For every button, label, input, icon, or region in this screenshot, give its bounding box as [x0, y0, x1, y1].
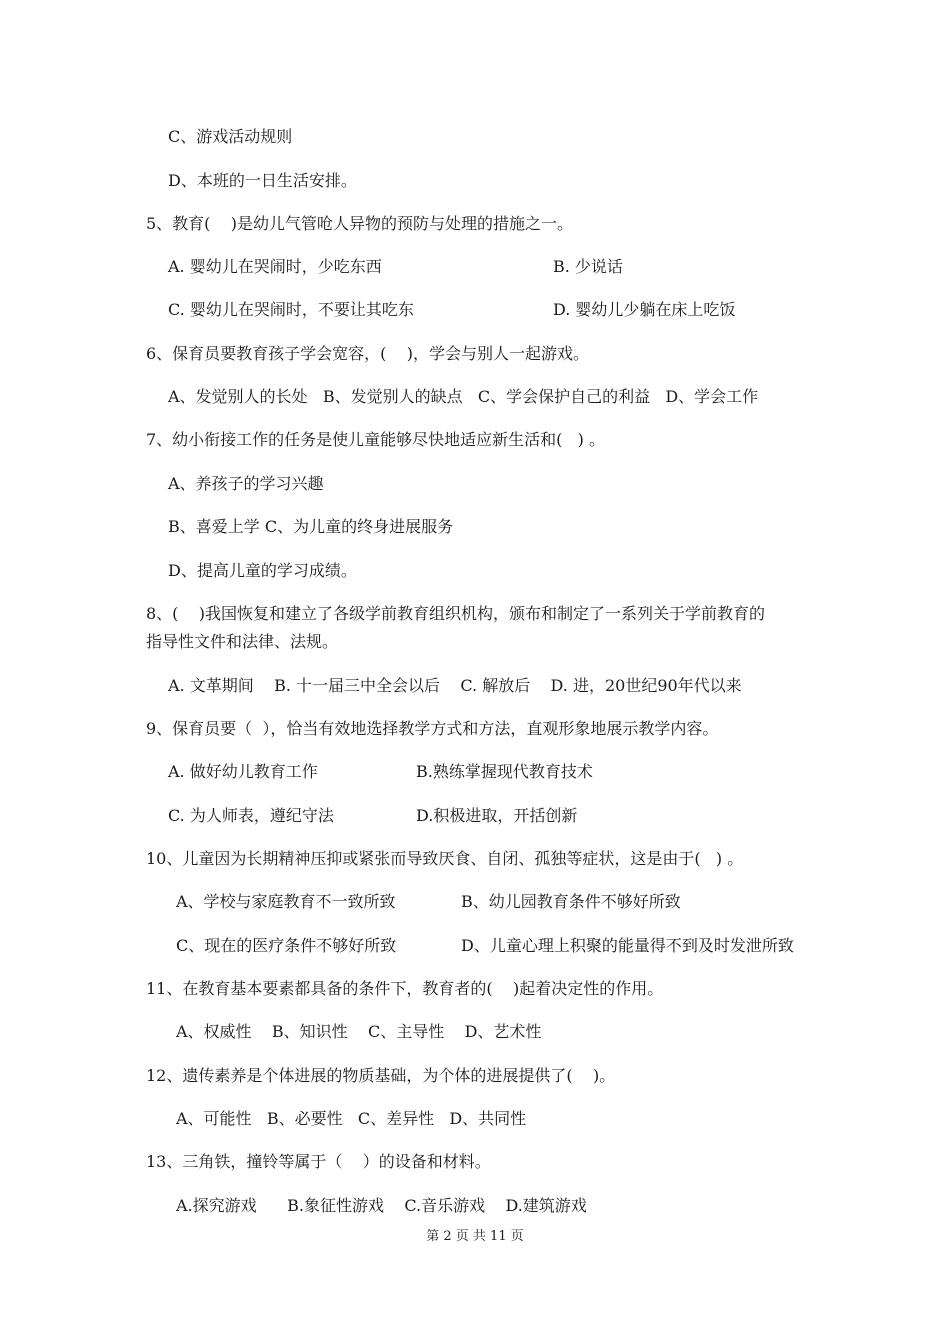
question-12: 12、遗传素养是个体进展的物质基础，为个体的进展提供了( )。 [146, 1066, 616, 1085]
question-10: 10、儿童因为长期精神压抑或紧张而导致厌食、自闭、孤独等症状，这是由于( ) 。 [146, 849, 744, 868]
q7-option-bc: B、喜爱上学 C、为儿童的终身进展服务 [168, 517, 454, 536]
question-6: 6、保育员要教育孩子学会宽容，( )，学会与别人一起游戏。 [146, 344, 590, 363]
q10-option-d: D、儿童心理上积聚的能量得不到及时发泄所致 [461, 936, 794, 955]
q9-option-d: D.积极进取，开括创新 [416, 806, 578, 825]
q10-option-b: B、幼儿园教育条件不够好所致 [461, 892, 681, 911]
q8-options: A. 文革期间 B. 十一届三中全会以后 C. 解放后 D. 进，20世纪90年代以来 [168, 676, 742, 695]
option-d-schedule: D、本班的一日生活安排。 [168, 171, 357, 190]
q12-options: A、可能性 B、必要性 C、差异性 D、共同性 [176, 1109, 527, 1128]
question-13: 13、三角铁，撞铃等属于（ ）的设备和材料。 [146, 1152, 491, 1171]
question-8-continued: 指导性文件和法律、法规。 [146, 632, 339, 651]
q9-option-a: A. 做好幼儿教育工作 [168, 762, 318, 781]
question-11: 11、在教育基本要素都具备的条件下，教育者的( )起着决定性的作用。 [146, 979, 664, 998]
q11-options: A、权威性 B、知识性 C、主导性 D、艺术性 [176, 1022, 542, 1041]
question-9: 9、保育员要（ ），恰当有效地选择教学方式和方法，直观形象地展示教学内容。 [146, 719, 719, 738]
q5-option-b: B. 少说话 [553, 257, 623, 276]
q9-option-c: C. 为人师表，遵纪守法 [168, 806, 334, 825]
q7-option-a: A、养孩子的学习兴趣 [168, 474, 324, 493]
question-5: 5、教育( )是幼儿气管呛人异物的预防与处理的措施之一。 [146, 214, 574, 233]
question-7: 7、幼小衔接工作的任务是使儿童能够尽快地适应新生活和( ) 。 [146, 430, 606, 449]
option-c-rules: C、游戏活动规则 [168, 127, 293, 146]
q6-options: A、发觉别人的长处 B、发觉别人的缺点 C、学会保护自己的利益 D、学会工作 [168, 387, 759, 406]
page-footer: 第 2 页 共 11 页 [426, 1229, 524, 1244]
q10-option-a: A、学校与家庭教育不一致所致 [176, 892, 396, 911]
q7-option-d: D、提高儿童的学习成绩。 [168, 561, 357, 580]
q5-option-a: A. 婴幼儿在哭闹时，少吃东西 [168, 257, 382, 276]
q10-option-c: C、现在的医疗条件不够好所致 [176, 936, 397, 955]
question-8: 8、( )我国恢复和建立了各级学前教育组织机构，颁布和制定了一系列关于学前教育的 [146, 604, 766, 623]
q9-option-b: B.熟练掌握现代教育技术 [416, 762, 593, 781]
q13-options: A.探究游戏 B.象征性游戏 C.音乐游戏 D.建筑游戏 [176, 1196, 587, 1215]
q5-option-c: C. 婴幼儿在哭闹时，不要让其吃东 [168, 300, 414, 319]
q5-option-d: D. 婴幼儿少躺在床上吃饭 [553, 300, 736, 319]
